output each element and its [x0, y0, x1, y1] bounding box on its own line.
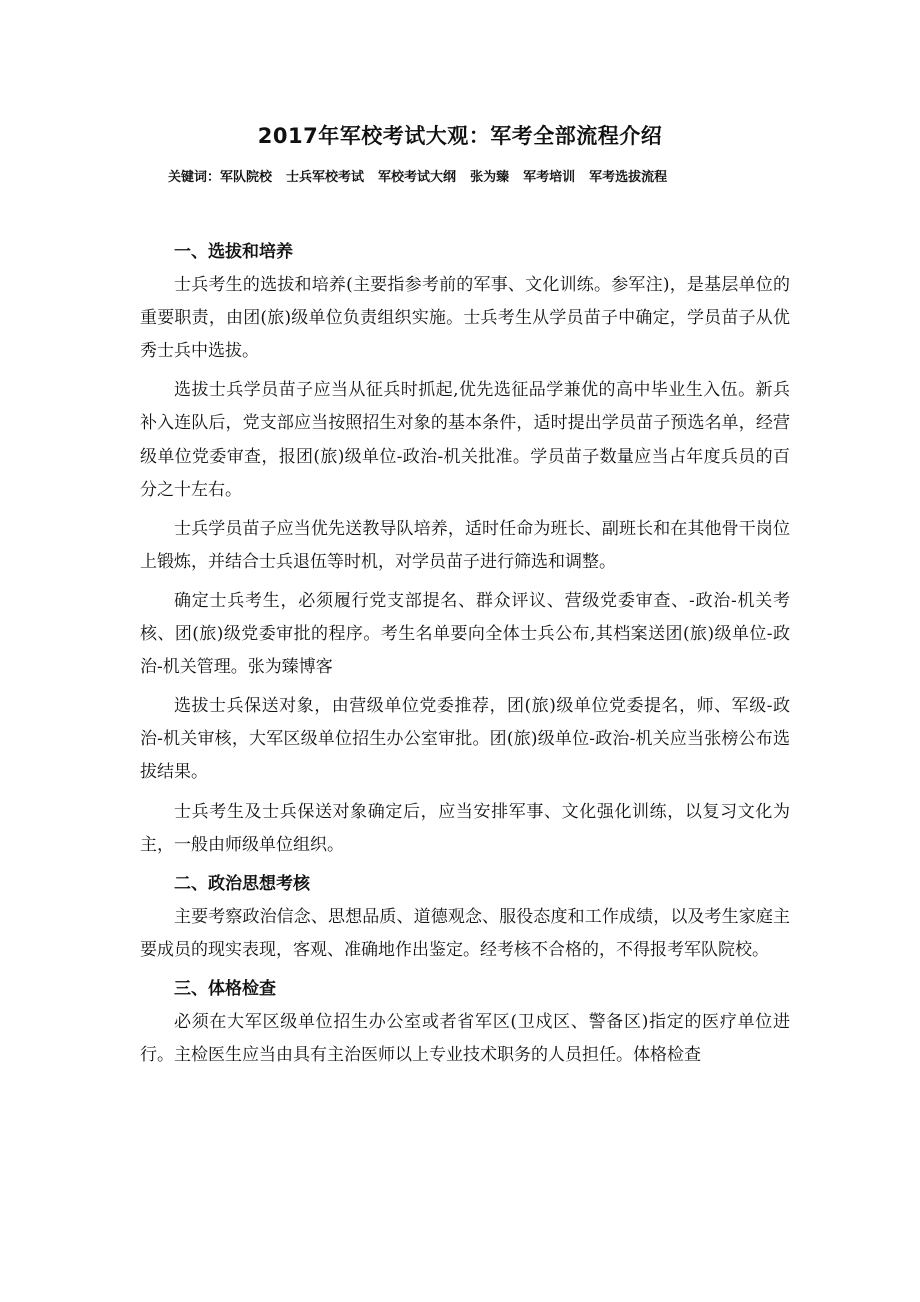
keyword: 军考培训 — [523, 170, 576, 185]
keyword: 张为臻 — [470, 170, 510, 185]
section-heading: 二、政治思想考核 — [174, 873, 310, 894]
paragraph: 士兵考生的选拔和培养(主要指参考前的军事、文化训练。参军注)，是基层单位的重要职责，由团(旅)级单位负责组织实施。士兵考生从学员苗子中确定，学员苗子从优秀士兵中选拔。 — [140, 275, 790, 362]
keywords-line — [168, 168, 667, 188]
paragraph: 必须在大军区级单位招生办公室或者省军区(卫戍区、警备区)指定的医疗单位进行。主检医生应当由具有主治医师以上专业技术职务的人员担任。体格检查 — [140, 1012, 790, 1066]
paragraph: 士兵考生及士兵保送对象确定后，应当安排军事、文化强化训练，以复习文化为主，一般由师级单位组织。 — [140, 801, 790, 855]
paragraph: 主要考察政治信念、思想品质、道德观念、服役态度和工作成绩，以及考生家庭主要成员的现实表现，客观、准确地作出鉴定。经考核不合格的，不得报考军队院校。 — [140, 906, 790, 960]
paragraph: 确定士兵考生，必须履行党支部提名、群众评议、营级党委审查、-政治-机关考核、团(旅)级党委审批的程序。考生名单要向全体士兵公布,其档案送团(旅)级单位-政治-机关管理。张为臻博客 — [140, 590, 790, 678]
keyword: 军校考试大纲 — [378, 170, 457, 185]
section-heading: 一、选拔和培养 — [174, 242, 293, 262]
document-body — [140, 236, 790, 1078]
document-title: 2017年军校考试大观：军考全部流程介绍 — [257, 124, 663, 148]
keyword: 士兵军校考试 — [286, 170, 365, 185]
keyword: 军队院校 — [220, 170, 273, 185]
paragraph: 选拔士兵学员苗子应当从征兵时抓起,优先选征品学兼优的高中毕业生入伍。新兵补入连队后，党支部应当按照招生对象的基本条件，适时提出学员苗子预选名单，经营级单位党委审查，报团(旅)级单位-政治-机关批准。学员苗子数量应当占年度兵员的百分之十左右。 — [140, 380, 790, 500]
paragraph: 选拔士兵保送对象，由营级单位党委推荐，团(旅)级单位党委提名，师、军级-政治-机关审核，大军区级单位招生办公室审批。团(旅)级单位-政治-机关应当张榜公布选拔结果。 — [140, 696, 790, 783]
keyword: 军考选拔流程 — [589, 170, 668, 185]
keywords-label: 关键词： — [168, 170, 221, 185]
paragraph: 士兵学员苗子应当优先送教导队培养，适时任命为班长、副班长和在其他骨干岗位上锻炼，并结合士兵退伍等时机，对学员苗子进行筛选和调整。 — [140, 518, 790, 572]
section-heading: 三、体格检查 — [174, 978, 276, 999]
